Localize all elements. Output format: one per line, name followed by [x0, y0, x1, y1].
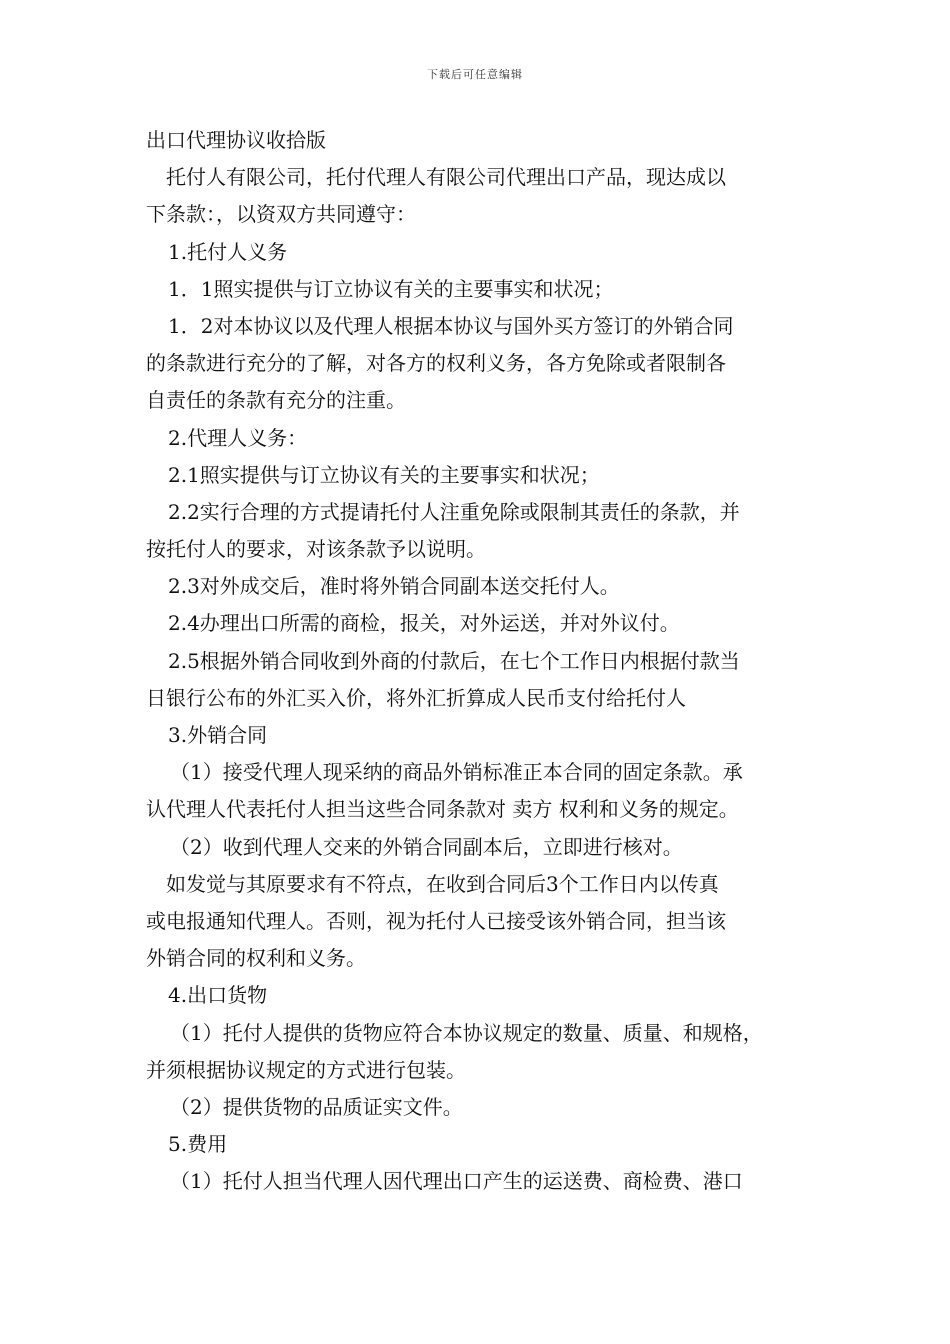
paragraph-line: （2）收到代理人交来的外销合同副本后，立即进行核对。	[170, 834, 683, 859]
paragraph-line: 2.5根据外销合同收到外商的付款后，在七个工作日内根据付款当	[168, 648, 740, 673]
section-heading: 4.出口货物	[168, 983, 268, 1008]
paragraph-line: 日银行公布的外汇买入价，将外汇折算成人民币支付给托付人	[146, 685, 686, 710]
document-title: 出口代理协议收拾版	[146, 128, 326, 152]
header-note: 下载后可任意编辑	[427, 68, 523, 81]
paragraph-line: 2.2实行合理的方式提请托付人注重免除或限制其责任的条款，并	[168, 499, 740, 524]
paragraph-line: 1．1照实提供与订立协议有关的主要事实和状况；	[168, 276, 614, 301]
paragraph-line: 或电报通知代理人。否则，视为托付人已接受该外销合同，担当该	[146, 908, 726, 933]
paragraph-line: （1）接受代理人现采纳的商品外销标准正本合同的固定条款。承	[170, 760, 743, 785]
paragraph-line: 外销合同的权利和义务。	[146, 946, 366, 971]
section-heading: 2.代理人义务：	[168, 425, 308, 450]
section-heading: 5.费用	[168, 1132, 228, 1157]
paragraph-line: 2.3对外成交后，准时将外销合同副本送交托付人。	[168, 574, 620, 599]
paragraph-line: 1．2对本协议以及代理人根据本协议与国外买方签订的外销合同	[168, 313, 734, 338]
paragraph-line: （2）提供货物的品质证实文件。	[170, 1094, 463, 1119]
paragraph-line: （1）托付人担当代理人因代理出口产生的运送费、商检费、港口	[170, 1169, 743, 1194]
paragraph-line: 按托付人的要求，对该条款予以说明。	[146, 537, 486, 562]
paragraph-line: 托付人有限公司，托付代理人有限公司代理出口产品，现达成以	[166, 165, 726, 190]
paragraph-line: 并须根据协议规定的方式进行包装。	[146, 1057, 466, 1082]
paragraph-line: 如发觉与其原要求有不符点，在收到合同后3个工作日内以传真	[166, 871, 719, 896]
paragraph-line: 自责任的条款有充分的注重。	[146, 388, 406, 413]
paragraph-line: 认代理人代表托付人担当这些合同条款对 卖方 权利和义务的规定。	[146, 797, 739, 822]
section-heading: 3.外销合同	[168, 723, 268, 747]
paragraph-line: 2.4办理出口所需的商检，报关，对外运送，并对外议付。	[168, 611, 680, 636]
section-heading: 1.托付人义务	[168, 239, 288, 264]
paragraph-line: 的条款进行充分的了解，对各方的权利义务，各方免除或者限制各	[146, 351, 726, 376]
paragraph-line: 下条款：，以资双方共同遵守：	[146, 202, 416, 227]
document-body	[146, 122, 816, 1200]
paragraph-line: （1）托付人提供的货物应符合本协议规定的数量、质量、和规格，	[170, 1020, 763, 1045]
paragraph-line: 2.1照实提供与订立协议有关的主要事实和状况；	[168, 462, 600, 487]
